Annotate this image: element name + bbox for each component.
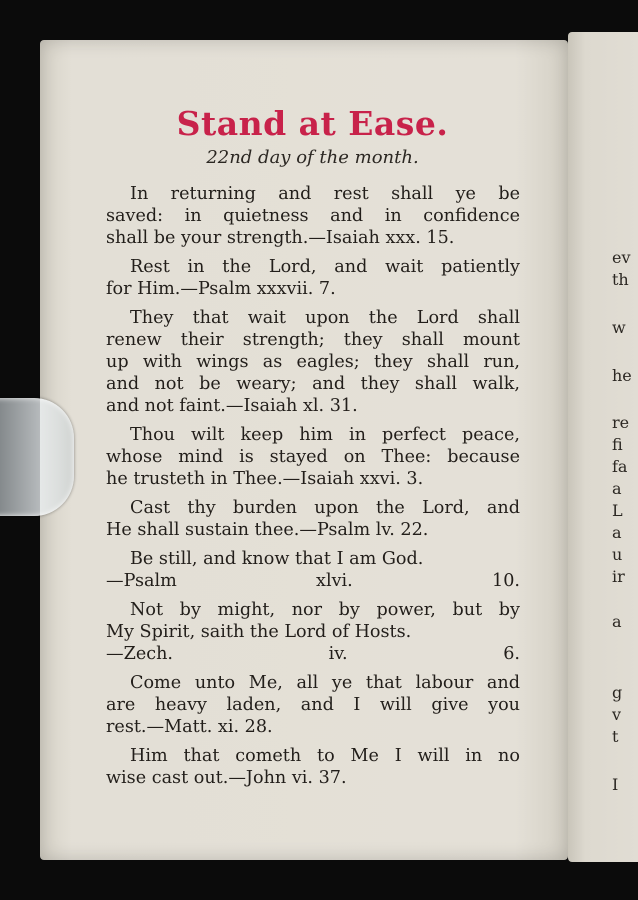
right-page-fragment: w bbox=[612, 318, 626, 337]
verse-line: They that wait upon the Lord shall bbox=[130, 308, 520, 328]
verse-list bbox=[106, 183, 520, 796]
page-clip bbox=[0, 398, 74, 516]
verse-line: Come unto Me, all ye that labour and bbox=[130, 673, 520, 693]
verse bbox=[106, 548, 520, 592]
verse-line: and not be weary; and they shall walk, bbox=[106, 374, 520, 394]
verse-line: saved: in quietness and in confidence bbox=[106, 206, 520, 226]
page-title: Stand at Ease. bbox=[176, 104, 449, 143]
verse-line: Thou wilt keep him in perfect peace, bbox=[130, 425, 520, 445]
right-page-fragment: ir bbox=[612, 567, 625, 586]
verse-reference: —Psalm xlvi. 10. bbox=[106, 571, 520, 591]
verse bbox=[106, 672, 520, 738]
verse bbox=[106, 424, 520, 490]
verse-line: wise cast out.—John vi. 37. bbox=[106, 768, 347, 788]
right-page-fragment: fa bbox=[612, 457, 628, 476]
right-page-fragment: th bbox=[612, 270, 629, 289]
right-page-fragment: a bbox=[612, 612, 622, 631]
verse-reference: —Zech. iv. 6. bbox=[106, 644, 520, 664]
right-page-fragment: t bbox=[612, 727, 619, 746]
right-page-fragment: ev bbox=[612, 248, 631, 267]
right-page-fragment: L bbox=[612, 501, 623, 520]
verse bbox=[106, 745, 520, 789]
right-page-fragment: I bbox=[612, 775, 619, 794]
verse-line: Be still, and know that I am God. bbox=[130, 549, 424, 569]
right-page-fragment: re bbox=[612, 413, 630, 432]
right-page-fragment: he bbox=[612, 366, 632, 385]
right-page-fragment: a bbox=[612, 479, 622, 498]
verse-line: and not faint.—Isaiah xl. 31. bbox=[106, 396, 358, 416]
verse bbox=[106, 599, 520, 665]
verse-line: whose mind is stayed on Thee: because bbox=[106, 447, 520, 467]
verse-line: he trusteth in Thee.—Isaiah xxvi. 3. bbox=[106, 469, 424, 489]
verse-line: rest.—Matt. xi. 28. bbox=[106, 717, 273, 737]
verse-line: In returning and rest shall ye be bbox=[130, 184, 520, 204]
right-page-fragment: v bbox=[612, 705, 622, 724]
page-subtitle: 22nd day of the month. bbox=[206, 147, 419, 168]
verse-line: Rest in the Lord, and wait patiently bbox=[130, 257, 520, 277]
right-page-fragment: u bbox=[612, 545, 623, 564]
verse-line: Him that cometh to Me I will in no bbox=[130, 746, 520, 766]
verse-line: Not by might, nor by power, but by bbox=[130, 600, 520, 620]
verse bbox=[106, 256, 520, 300]
right-page-fragment: a bbox=[612, 523, 622, 542]
verse bbox=[106, 497, 520, 541]
verse-line: He shall sustain thee.—Psalm lv. 22. bbox=[106, 520, 429, 540]
right-page-fragment: fi bbox=[612, 435, 623, 454]
right-page-fragment: g bbox=[612, 683, 623, 702]
verse-line: My Spirit, saith the Lord of Hosts. bbox=[106, 622, 412, 642]
verse bbox=[106, 183, 520, 249]
verse-line: up with wings as eagles; they shall run, bbox=[106, 352, 520, 372]
verse-line: for Him.—Psalm xxxvii. 7. bbox=[106, 279, 336, 299]
verse bbox=[106, 307, 520, 417]
verse-line: Cast thy burden upon the Lord, and bbox=[130, 498, 520, 518]
verse-line: renew their strength; they shall mount bbox=[106, 330, 520, 350]
verse-line: shall be your strength.—Isaiah xxx. 15. bbox=[106, 228, 455, 248]
verse-line: are heavy laden, and I will give you bbox=[106, 695, 520, 715]
